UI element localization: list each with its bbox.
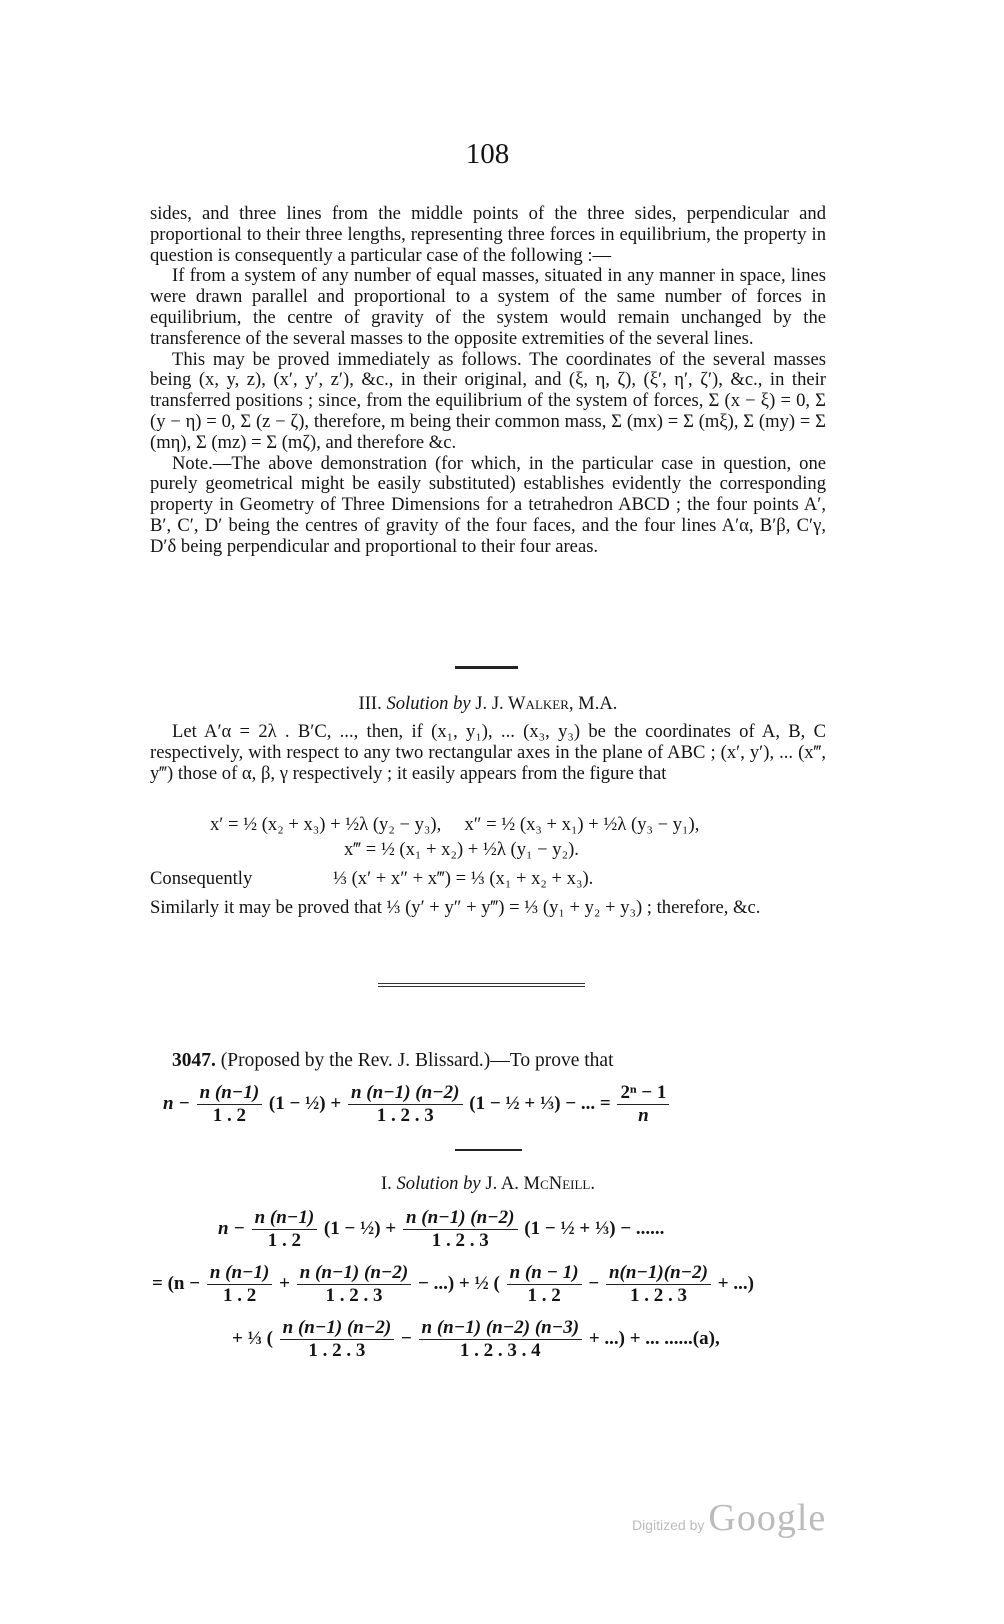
numerator: n (n−1) (n−2) bbox=[403, 1207, 518, 1230]
term: n − bbox=[163, 1092, 190, 1114]
paragraph: This may be proved immediately as follows. The coordinates of the several masses being (x, y, z), (x′, y′, z′), &c., in their original, and (ξ, η, ζ), (ξ′, η′, ζ′), &c., in their transferred positions ; since, from the equilibrium of the system of forces, Σ (x − ξ) = 0, Σ (y − η) = 0, Σ (z − ζ), therefore, m being their common mass, Σ (mx) = Σ (mξ), Σ (my) = Σ (mη), Σ (mz) = Σ (mζ), and therefore &c. bbox=[150, 348, 826, 453]
numerator: n (n−1) (n−2) bbox=[297, 1262, 412, 1285]
term: (1 − ½) bbox=[268, 1092, 326, 1114]
fraction bbox=[197, 1082, 263, 1127]
numerator: 2ⁿ − 1 bbox=[617, 1082, 669, 1105]
fraction bbox=[606, 1262, 711, 1307]
denominator: 1 . 2 . 3 . 4 bbox=[459, 1340, 541, 1361]
heading-label: Solution by bbox=[386, 693, 471, 714]
term: − bbox=[400, 1327, 412, 1349]
problem-text: (Proposed by the Rev. J. Blissard.)—To prove that bbox=[220, 1050, 614, 1071]
page-number: 108 bbox=[465, 138, 510, 170]
heading-author: J. J. Walker, M.A. bbox=[475, 693, 618, 714]
term: (1 − ½) + bbox=[323, 1217, 397, 1239]
solution-3-heading bbox=[150, 693, 826, 715]
numerator: n (n−1) bbox=[252, 1207, 318, 1230]
paragraph: If from a system of any number of equal masses, situated in any manner in space, lines were drawn parallel and proportional to a system of the same number of forces in equilibrium, the centre of gravity of the system would remain unchanged by the transference of the several masses to the opposite extremities of the several lines. bbox=[150, 265, 826, 349]
watermark-prefix: Digitized by bbox=[632, 1517, 705, 1533]
fraction bbox=[403, 1207, 518, 1252]
equation: ⅓ (x′ + x″ + x‴) = ⅓ (x₁ + x₂ + x₃). bbox=[333, 868, 594, 889]
fraction bbox=[297, 1262, 412, 1307]
denominator: 1 . 2 bbox=[212, 1105, 246, 1126]
term: − ... = bbox=[565, 1092, 611, 1114]
term: + bbox=[330, 1092, 342, 1114]
heading-author: J. A. McNeill. bbox=[485, 1173, 595, 1194]
fraction bbox=[280, 1317, 395, 1362]
denominator: 1 . 2 bbox=[222, 1285, 257, 1306]
note-paragraph: Note.—The above demonstration (for which, in the particular case in question, one purely geometrical might be easily substituted) establishes evidently the corresponding property in Geometry of Three Dimensions for a tetrahedron ABCD ; the four points A′, B′, C′, D′ being the centres of gravity of the four faces, and the four lines A′α, B′β, C′γ, D′δ being perpendicular and proportional to their four areas. bbox=[150, 452, 826, 557]
problem-equation bbox=[163, 1082, 671, 1127]
paragraph: Let A′α = 2λ . B′C, ..., then, if (x₁, y₁), ... (x₃, y₃) be the coordinates of A, B, C respectively, with respect to any two rectangular axes in the plane of ABC ; (x′, y′), ... (x‴, y‴) those of α, β, γ respectively ; it easily appears from the figure that bbox=[150, 721, 826, 784]
fraction bbox=[617, 1082, 669, 1127]
fraction bbox=[507, 1262, 582, 1307]
heading-label: Solution by bbox=[396, 1173, 481, 1194]
google-watermark bbox=[632, 1496, 826, 1540]
consequently-label: Consequently bbox=[150, 868, 253, 889]
denominator: 1 . 2 . 3 bbox=[308, 1340, 366, 1361]
section-divider bbox=[455, 666, 518, 669]
body-text-top bbox=[150, 204, 826, 558]
solution-equation-line-3 bbox=[232, 1317, 720, 1362]
term: + ⅓ ( bbox=[232, 1327, 273, 1349]
problem-number: 3047. bbox=[172, 1050, 216, 1071]
term: (1 − ½ + ⅓) − ...... bbox=[524, 1217, 665, 1239]
denominator: 1 . 2 . 3 bbox=[325, 1285, 383, 1306]
numerator: n(n−1)(n−2) bbox=[606, 1262, 711, 1285]
denominator: 1 . 2 . 3 bbox=[376, 1105, 434, 1126]
fraction bbox=[419, 1317, 583, 1362]
paragraph: sides, and three lines from the middle points of the three sides, perpendicular and proportional to their three lengths, representing three forces in equilibrium, the property in question is consequently a particular case of the following :— bbox=[150, 203, 826, 266]
equation: x′ = ½ (x₂ + x₃) + ½λ (y₂ − y₃), x″ = ½ (x₃ + x₁) + ½λ (y₃ − y₁), bbox=[210, 814, 700, 835]
term: − bbox=[588, 1272, 600, 1294]
fraction bbox=[252, 1207, 318, 1252]
numerator: n (n−1) (n−2) bbox=[348, 1082, 463, 1105]
solution-1-heading bbox=[150, 1173, 826, 1195]
term: n − bbox=[218, 1217, 245, 1239]
denominator: n bbox=[638, 1105, 649, 1126]
heading-numeral: I. bbox=[380, 1173, 392, 1194]
numerator: n (n−1) bbox=[207, 1262, 273, 1285]
term: (1 − ½ + ⅓) bbox=[469, 1092, 561, 1114]
term: − ...) + ½ ( bbox=[418, 1272, 500, 1294]
term: + bbox=[279, 1272, 290, 1294]
denominator: 1 . 2 . 3 bbox=[431, 1230, 489, 1251]
fraction bbox=[348, 1082, 463, 1127]
term: = (n − bbox=[152, 1272, 201, 1294]
numerator: n (n−1) (n−2) (n−3) bbox=[419, 1317, 583, 1340]
problem-statement bbox=[172, 1050, 613, 1072]
equation: x‴ = ½ (x₁ + x₂) + ½λ (y₁ − y₂). bbox=[344, 839, 579, 860]
denominator: 1 . 2 bbox=[267, 1230, 301, 1251]
section-divider bbox=[455, 1149, 522, 1151]
term: + ...) + ... ......(a), bbox=[588, 1327, 720, 1349]
numerator: n (n−1) bbox=[197, 1082, 263, 1105]
denominator: 1 . 2 . 3 bbox=[629, 1285, 687, 1306]
numerator: n (n − 1) bbox=[507, 1262, 582, 1285]
paragraph: Similarly it may be proved that ⅓ (y′ + y″ + y‴) = ⅓ (y₁ + y₂ + y₃) ; therefore, &c. bbox=[150, 897, 761, 918]
fraction bbox=[207, 1262, 273, 1307]
double-rule-divider bbox=[378, 983, 585, 987]
numerator: n (n−1) (n−2) bbox=[280, 1317, 395, 1340]
solution-3-body bbox=[150, 722, 826, 784]
heading-numeral: III. bbox=[358, 693, 382, 714]
term: + ...) bbox=[717, 1272, 754, 1294]
google-logo: Google bbox=[708, 1497, 827, 1539]
solution-equation-line-2 bbox=[152, 1262, 754, 1307]
denominator: 1 . 2 bbox=[527, 1285, 561, 1306]
solution-equation-line-1 bbox=[218, 1207, 664, 1252]
